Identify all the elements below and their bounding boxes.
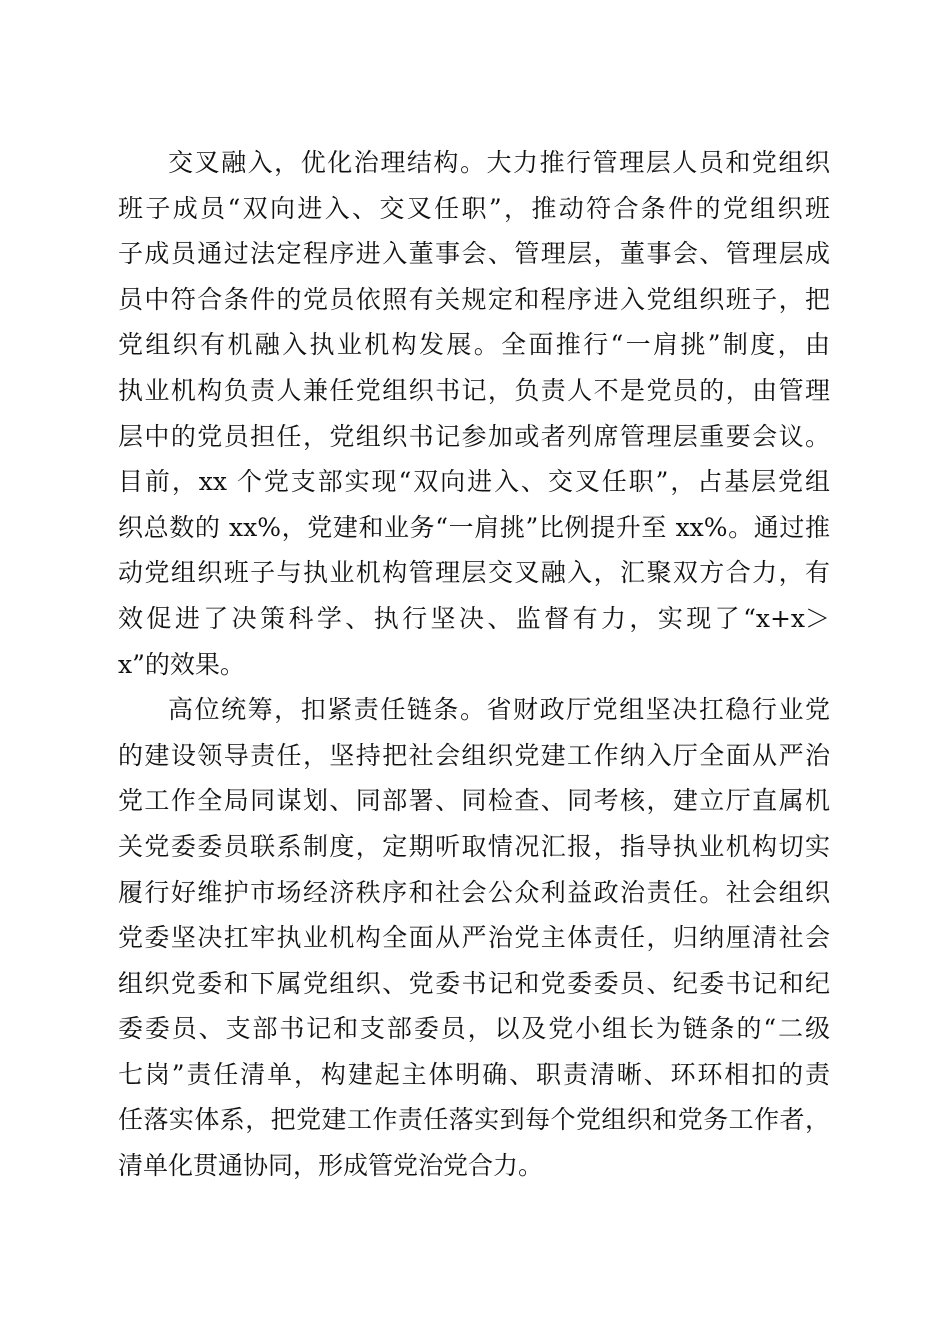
text-line: 组织党委和下属党组织、党委书记和党委委员、纪委书记和纪 xyxy=(118,968,830,998)
text-line: 子成员通过法定程序进入董事会、管理层，董事会、管理层成 xyxy=(118,239,830,269)
text-line: 委委员、支部书记和支部委员，以及党小组长为链条的“二级 xyxy=(118,1014,830,1044)
text-line: 动党组织班子与执业机构管理层交叉融入，汇聚双方合力，有 xyxy=(118,558,830,588)
text-line: 交叉融入，优化治理结构。大力推行管理层人员和党组织 xyxy=(168,148,830,177)
paragraph-governance-structure xyxy=(118,140,830,687)
text-line: 关党委委员联系制度，定期听取情况汇报，指导执业机构切实 xyxy=(118,831,830,861)
text-line: 七岗”责任清单，构建起主体明确、职责清晰、环环相扣的责 xyxy=(118,1059,830,1089)
text-line: 层中的党员担任，党组织书记参加或者列席管理层重要会议。 xyxy=(118,421,830,451)
text-line: 的建设领导责任，坚持把社会组织党建工作纳入厅全面从严治 xyxy=(118,740,830,770)
text-line: 党工作全局同谋划、同部署、同检查、同考核，建立厅直属机 xyxy=(118,786,830,816)
text-line: 织总数的 xx%，党建和业务“一肩挑”比例提升至 xx%。通过推 xyxy=(118,512,830,542)
text-line: 党委坚决扛牢执业机构全面从严治党主体责任，归纳厘清社会 xyxy=(118,923,830,953)
paragraph-responsibility-chain xyxy=(118,687,830,1189)
text-line: 党组织有机融入执业机构发展。全面推行“一肩挑”制度，由 xyxy=(118,330,830,360)
text-line: 高位统筹，扣紧责任链条。省财政厅党组坚决扛稳行业党 xyxy=(168,695,830,725)
text-line: 任落实体系，把党建工作责任落实到每个党组织和党务工作者， xyxy=(118,1105,830,1135)
document-body xyxy=(118,140,830,1189)
text-line: 目前，xx 个党支部实现“双向进入、交叉任职”，占基层党组 xyxy=(118,467,830,497)
text-line: 执业机构负责人兼任党组织书记，负责人不是党员的，由管理 xyxy=(118,375,830,405)
text-line: x”的效果。 xyxy=(118,649,245,679)
text-line: 履行好维护市场经济秩序和社会公众利益政治责任。社会组织 xyxy=(118,877,830,907)
text-line: 效促进了决策科学、执行坚决、监督有力，实现了“x+x＞ xyxy=(118,603,830,633)
text-line: 班子成员“双向进入、交叉任职”，推动符合条件的党组织班 xyxy=(118,193,830,223)
text-line: 员中符合条件的党员依照有关规定和程序进入党组织班子，把 xyxy=(118,284,830,314)
text-line: 清单化贯通协同，形成管党治党合力。 xyxy=(118,1151,544,1181)
